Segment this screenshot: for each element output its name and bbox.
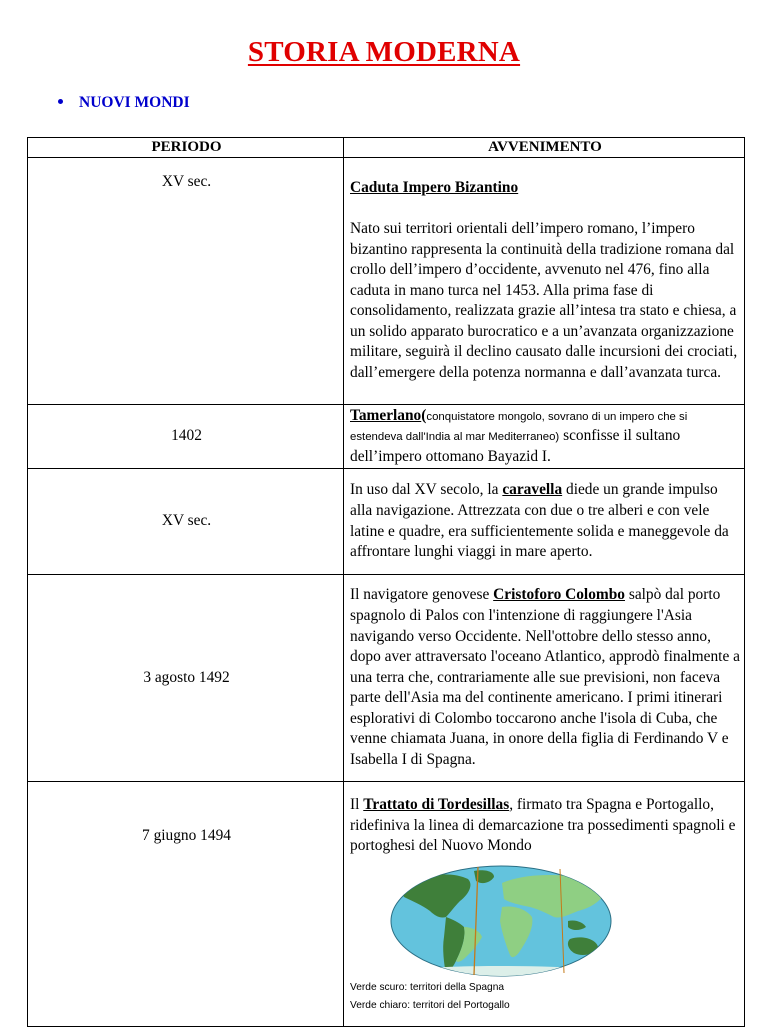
header-period: PERIODO	[28, 138, 344, 158]
event-text-before: In uso dal XV secolo, la	[350, 481, 503, 499]
map-caption-dark: Verde scuro: territori della Spagna	[350, 981, 505, 993]
table-header-row	[28, 138, 745, 158]
table-row	[28, 469, 745, 575]
map-caption-light: Verde chiaro: territori del Portogallo	[350, 999, 510, 1011]
event-cell	[344, 158, 745, 405]
section-bullet	[58, 94, 190, 112]
event-text-before: Il navigatore genovese	[350, 586, 494, 604]
event-text: Nato sui territori orientali dell’impero romano, l’impero bizantino rappresenta la continuità della tradizione romana dal crollo dell’impero d’occidente, avvenuto nel 476, fino alla caduta in mano turca nel 1453. Alla prima fase di consolidamento, realizzata grazie all’intesa tra stato e chiesa, a un solido apparato burocratico e a un’avanzata organizzazione militare, seguirà il declino causato dalle incursioni dei crociati, dall’emergere della potenza normanna e dall’avanzata turca.	[350, 219, 738, 382]
table-row	[28, 158, 745, 405]
period-cell: 7 giugno 1494	[28, 782, 344, 1027]
world-map-image	[390, 865, 612, 977]
page-title: STORIA MODERNA	[247, 36, 521, 68]
table-row	[28, 782, 745, 1027]
event-keyword: Tamerlano	[350, 406, 422, 424]
event-keyword: caravella	[502, 481, 563, 499]
section-label: NUOVI MONDI	[79, 94, 190, 111]
event-heading: Caduta Impero Bizantino	[350, 179, 519, 197]
event-keyword: Cristoforo Colombo	[493, 586, 625, 604]
event-text: sconfisse il sultano dell’impero ottomano Bayazid I.	[350, 427, 681, 465]
event-note: conquistatore mongolo, sovrano di un impero che si estendeva dall'India al mar Mediterraneo)	[350, 410, 688, 444]
period-cell: 1402	[28, 405, 344, 469]
events-table	[27, 137, 745, 1027]
table-row	[28, 575, 745, 782]
event-cell	[344, 782, 745, 1027]
header-event: AVVENIMENTO	[344, 138, 745, 158]
event-text-before: Il	[350, 796, 364, 814]
event-text-after: salpò dal porto spagnolo di Palos con l'intenzione di raggiungere l'Asia navigando verso Occidente. Nell'ottobre dello stesso anno, dopo aver attraversato l'oceano Atlantico, approdò finalmente a una terra che, contrariamente alle sue previsioni, non faceva parte dell'Asia ma del continente americano. I primi itinerari esplorativi di Colombo toccarono anche l'isola di Cuba, che venne chiamata Juana, in onore della figlia di Ferdinando V e Isabella I di Spagna.	[350, 586, 740, 769]
paren-open: (	[421, 406, 427, 424]
period-cell: 3 agosto 1492	[28, 575, 344, 782]
bullet-icon	[58, 99, 63, 104]
event-keyword: Trattato di Tordesillas	[363, 796, 510, 814]
period-cell: XV sec.	[28, 469, 344, 575]
event-cell	[344, 469, 745, 575]
table-row	[28, 405, 745, 469]
period-cell: XV sec.	[28, 158, 344, 405]
event-text-after: , firmato tra Spagna e Portogallo, ridefiniva la linea di demarcazione tra possedimenti spagnoli e portoghesi del Nuovo Mondo	[350, 796, 736, 855]
event-cell	[344, 575, 745, 782]
land-antarctica	[390, 966, 612, 977]
event-cell	[344, 405, 745, 469]
tordesillas-map	[390, 865, 612, 977]
event-text-after: diede un grande impulso alla navigazione. Attrezzata con due o tre alberi e con vele latine e quadre, era sufficientemente solida e maneggevole da affrontare lunghi viaggi in mare aperto.	[350, 481, 729, 561]
